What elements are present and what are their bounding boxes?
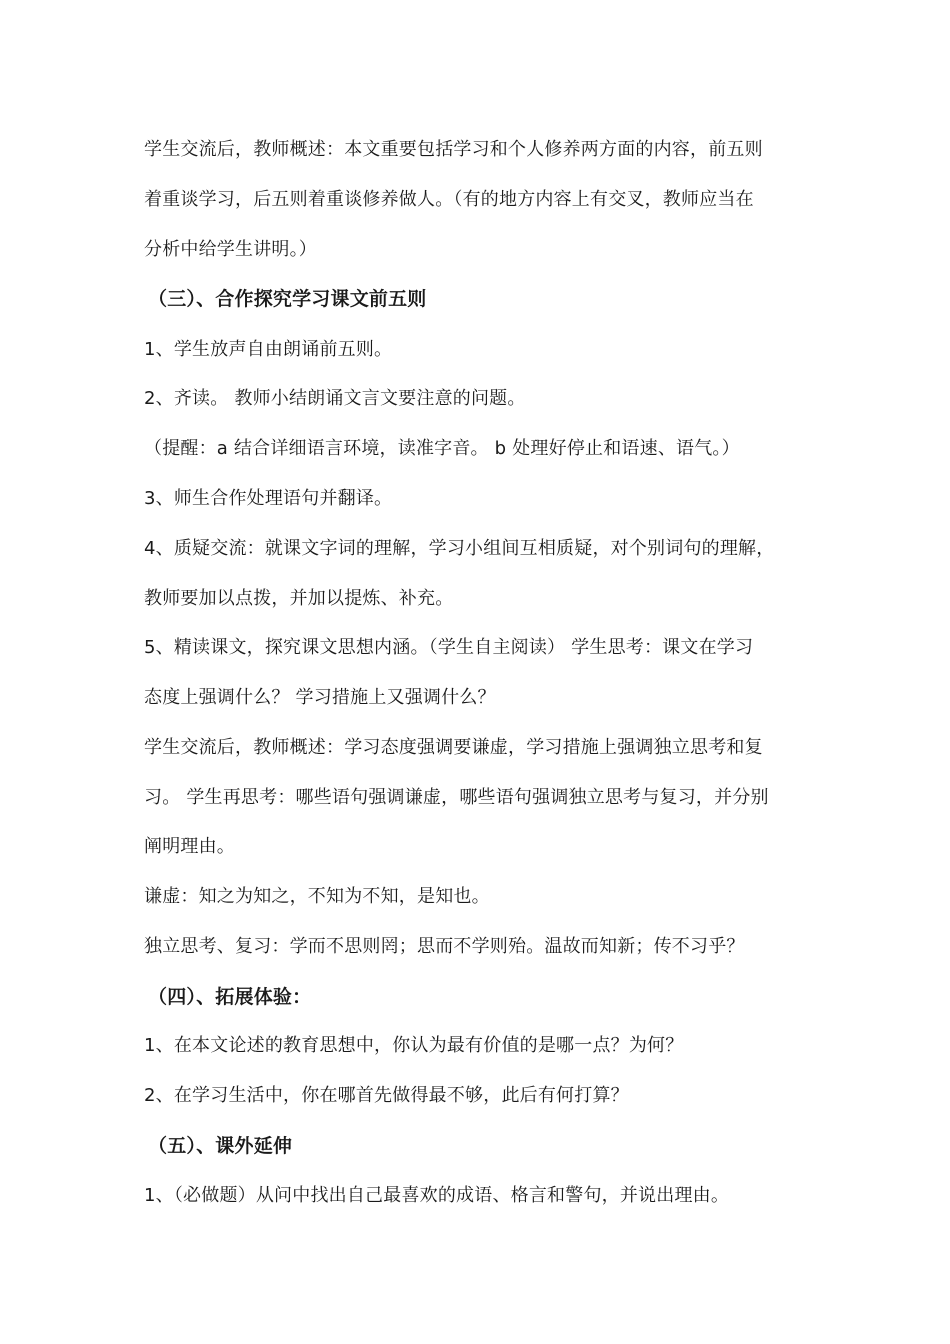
quote-line: 谦虚：知之为知之，不知为不知，是知也。 — [144, 886, 490, 907]
paragraph-line: 着重谈学习，后五则着重谈修养做人。（有的地方内容上有交叉，教师应当在 — [144, 189, 754, 210]
list-item: 3、师生合作处理语句并翻译。 — [144, 488, 393, 509]
list-item: 1、（必做题）从问中找出自己最喜欢的成语、格言和警句，并说出理由。 — [144, 1185, 730, 1206]
list-item: 1、在本文论述的教育思想中，你认为最有价值的是哪一点？为何？ — [144, 1035, 684, 1056]
reminder-note: （提醒：a 结合详细语言环境，读准字音。 b 处理好停止和语速、语气。） — [144, 438, 740, 459]
paragraph-line: 习。 学生再思考：哪些语句强调谦虚，哪些语句强调独立思考与复习，并分别 — [144, 787, 769, 808]
list-item: 2、齐读。 教师小结朗诵文言文要注意的问题。 — [144, 388, 526, 409]
paragraph-line: 阐明理由。 — [144, 836, 235, 857]
paragraph-line: 学生交流后，教师概述：本文重要包括学习和个人修养两方面的内容，前五则 — [144, 139, 763, 160]
section-heading-3: （三）、合作探究学习课文前五则 — [148, 288, 427, 310]
paragraph-line: 学生交流后，教师概述：学习态度强调要谦虚，学习措施上强调独立思考和复 — [144, 737, 763, 758]
quote-line: 独立思考、复习：学而不思则罔；思而不学则殆。温故而知新；传不习乎？ — [144, 936, 745, 957]
section-heading-4: （四）、拓展体验： — [148, 986, 312, 1008]
paragraph-line: 态度上强调什么？ 学习措施上又强调什么？ — [144, 687, 496, 708]
paragraph-line: 教师要加以点拨，并加以提炼、补充。 — [144, 588, 454, 609]
list-item: 5、精读课文，探究课文思想内涵。（学生自主阅读） 学生思考：课文在学习 — [144, 637, 754, 658]
list-item: 2、在学习生活中，你在哪首先做得最不够，此后有何打算？ — [144, 1085, 629, 1106]
paragraph-line: 分析中给学生讲明。） — [144, 239, 317, 260]
section-heading-5: （五）、课外延伸 — [148, 1135, 293, 1157]
list-item: 4、质疑交流：就课文字词的理解，学习小组间互相质疑，对个别词句的理解， — [144, 538, 775, 559]
list-item: 1、学生放声自由朗诵前五则。 — [144, 339, 393, 360]
